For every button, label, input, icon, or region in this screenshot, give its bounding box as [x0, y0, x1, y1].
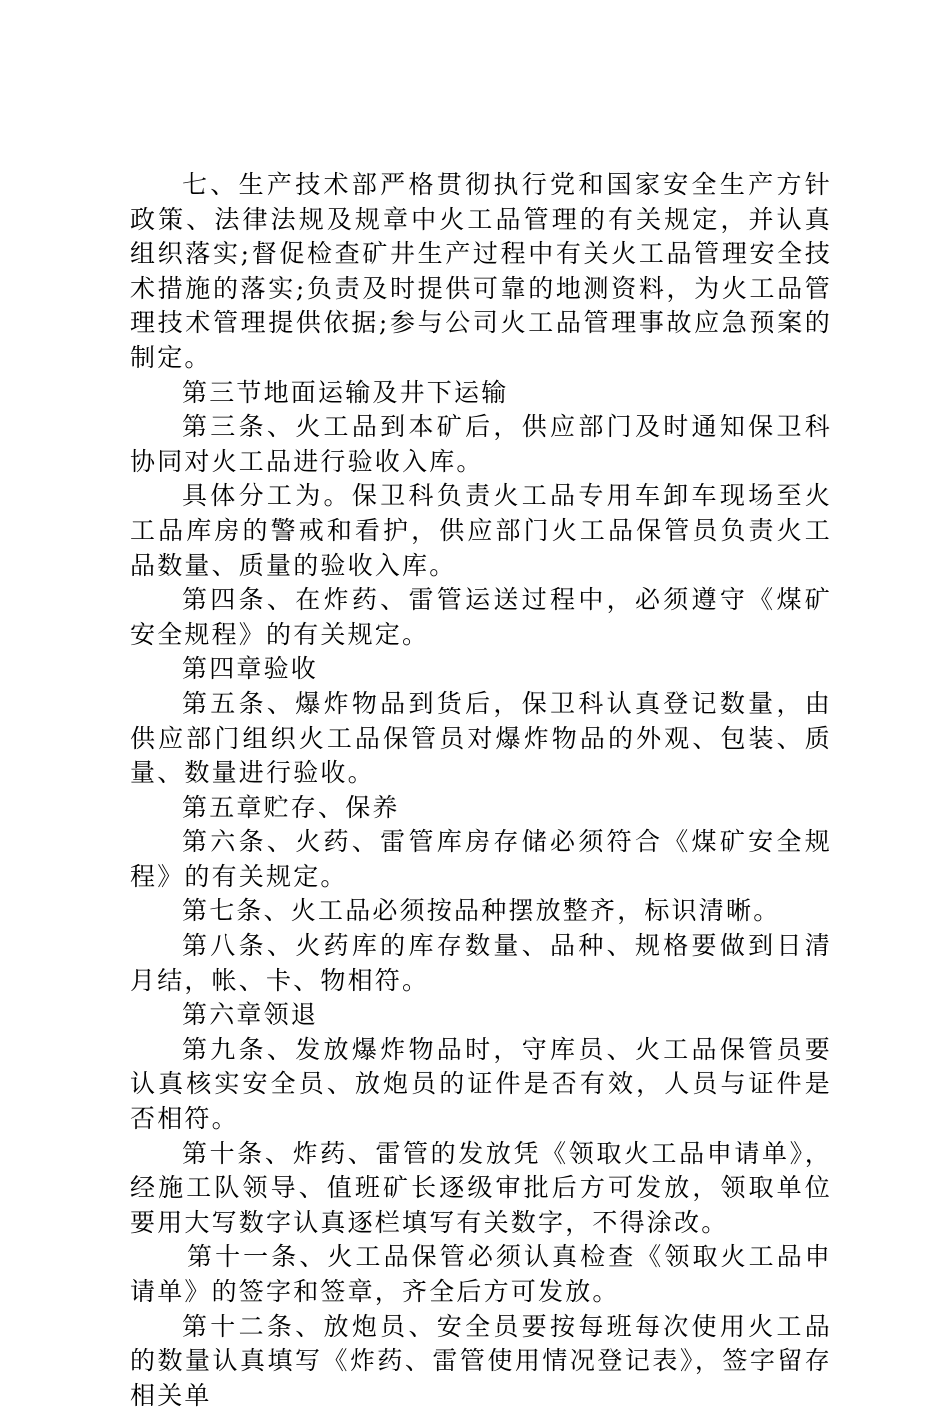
paragraph-article-6: 第六条、火药、雷管库房存储必须符合《煤矿安全规程》的有关规定。 [130, 827, 832, 891]
paragraph-article-9: 第九条、发放爆炸物品时，守库员、火工品保管员要认真核实安全员、放炮员的证件是否有效，人员与证件是否相符。 [130, 1034, 832, 1134]
section-heading-transport: 第三节地面运输及井下运输 [182, 377, 509, 407]
chapter-heading-acceptance: 第四章验收 [182, 654, 319, 684]
paragraph-production-tech-dept: 七、生产技术部严格贯彻执行党和国家安全生产方针政策、法律法规及规章中火工品管理的有关规定，并认真组织落实;督促检查矿井生产过程中有关火工品管理安全技术措施的落实;负责及时提供可靠的地测资料，为火工品管理技术管理提供依据;参与公司火工品管理事故应急预案的制定。 [130, 170, 832, 372]
chapter-heading-issue-return: 第六章领退 [182, 1000, 319, 1030]
paragraph-article-11: 第十一条、火工品保管必须认真检查《领取火工品申请单》的签字和签章，齐全后方可发放。 [130, 1242, 832, 1306]
paragraph-article-10: 第十条、炸药、雷管的发放凭《领取火工品申请单》，经施工队领导、值班矿长逐级审批后方可发放，领取单位要用大写数字认真逐栏填写有关数字，不得涂改。 [130, 1138, 832, 1237]
paragraph-article-4: 第四条、在炸药、雷管运送过程中，必须遵守《煤矿安全规程》的有关规定。 [130, 585, 832, 649]
document-body [130, 168, 832, 1413]
paragraph-article-3: 第三条、火工品到本矿后，供应部门及时通知保卫科协同对火工品进行验收入库。 [130, 412, 832, 476]
paragraph-article-12: 第十二条、放炮员、安全员要按每班每次使用火工品的数量认真填写《炸药、雷管使用情况登记表》，签字留存相关单 [130, 1311, 832, 1410]
paragraph-article-7: 第七条、火工品必须按品种摆放整齐，标识清晰。 [182, 896, 781, 926]
paragraph-article-8: 第八条、火药库的库存数量、品种、规格要做到日清月结，帐、卡、物相符。 [130, 931, 832, 995]
paragraph-article-5: 第五条、爆炸物品到货后，保卫科认真登记数量，由供应部门组织火工品保管员对爆炸物品的外观、包装、质量、数量进行验收。 [130, 688, 832, 788]
chapter-heading-storage: 第五章贮存、保养 [182, 792, 400, 822]
paragraph-division-of-work: 具体分工为。保卫科负责火工品专用车卸车现场至火工品库房的警戒和看护，供应部门火工品保管员负责火工品数量、质量的验收入库。 [130, 481, 832, 580]
